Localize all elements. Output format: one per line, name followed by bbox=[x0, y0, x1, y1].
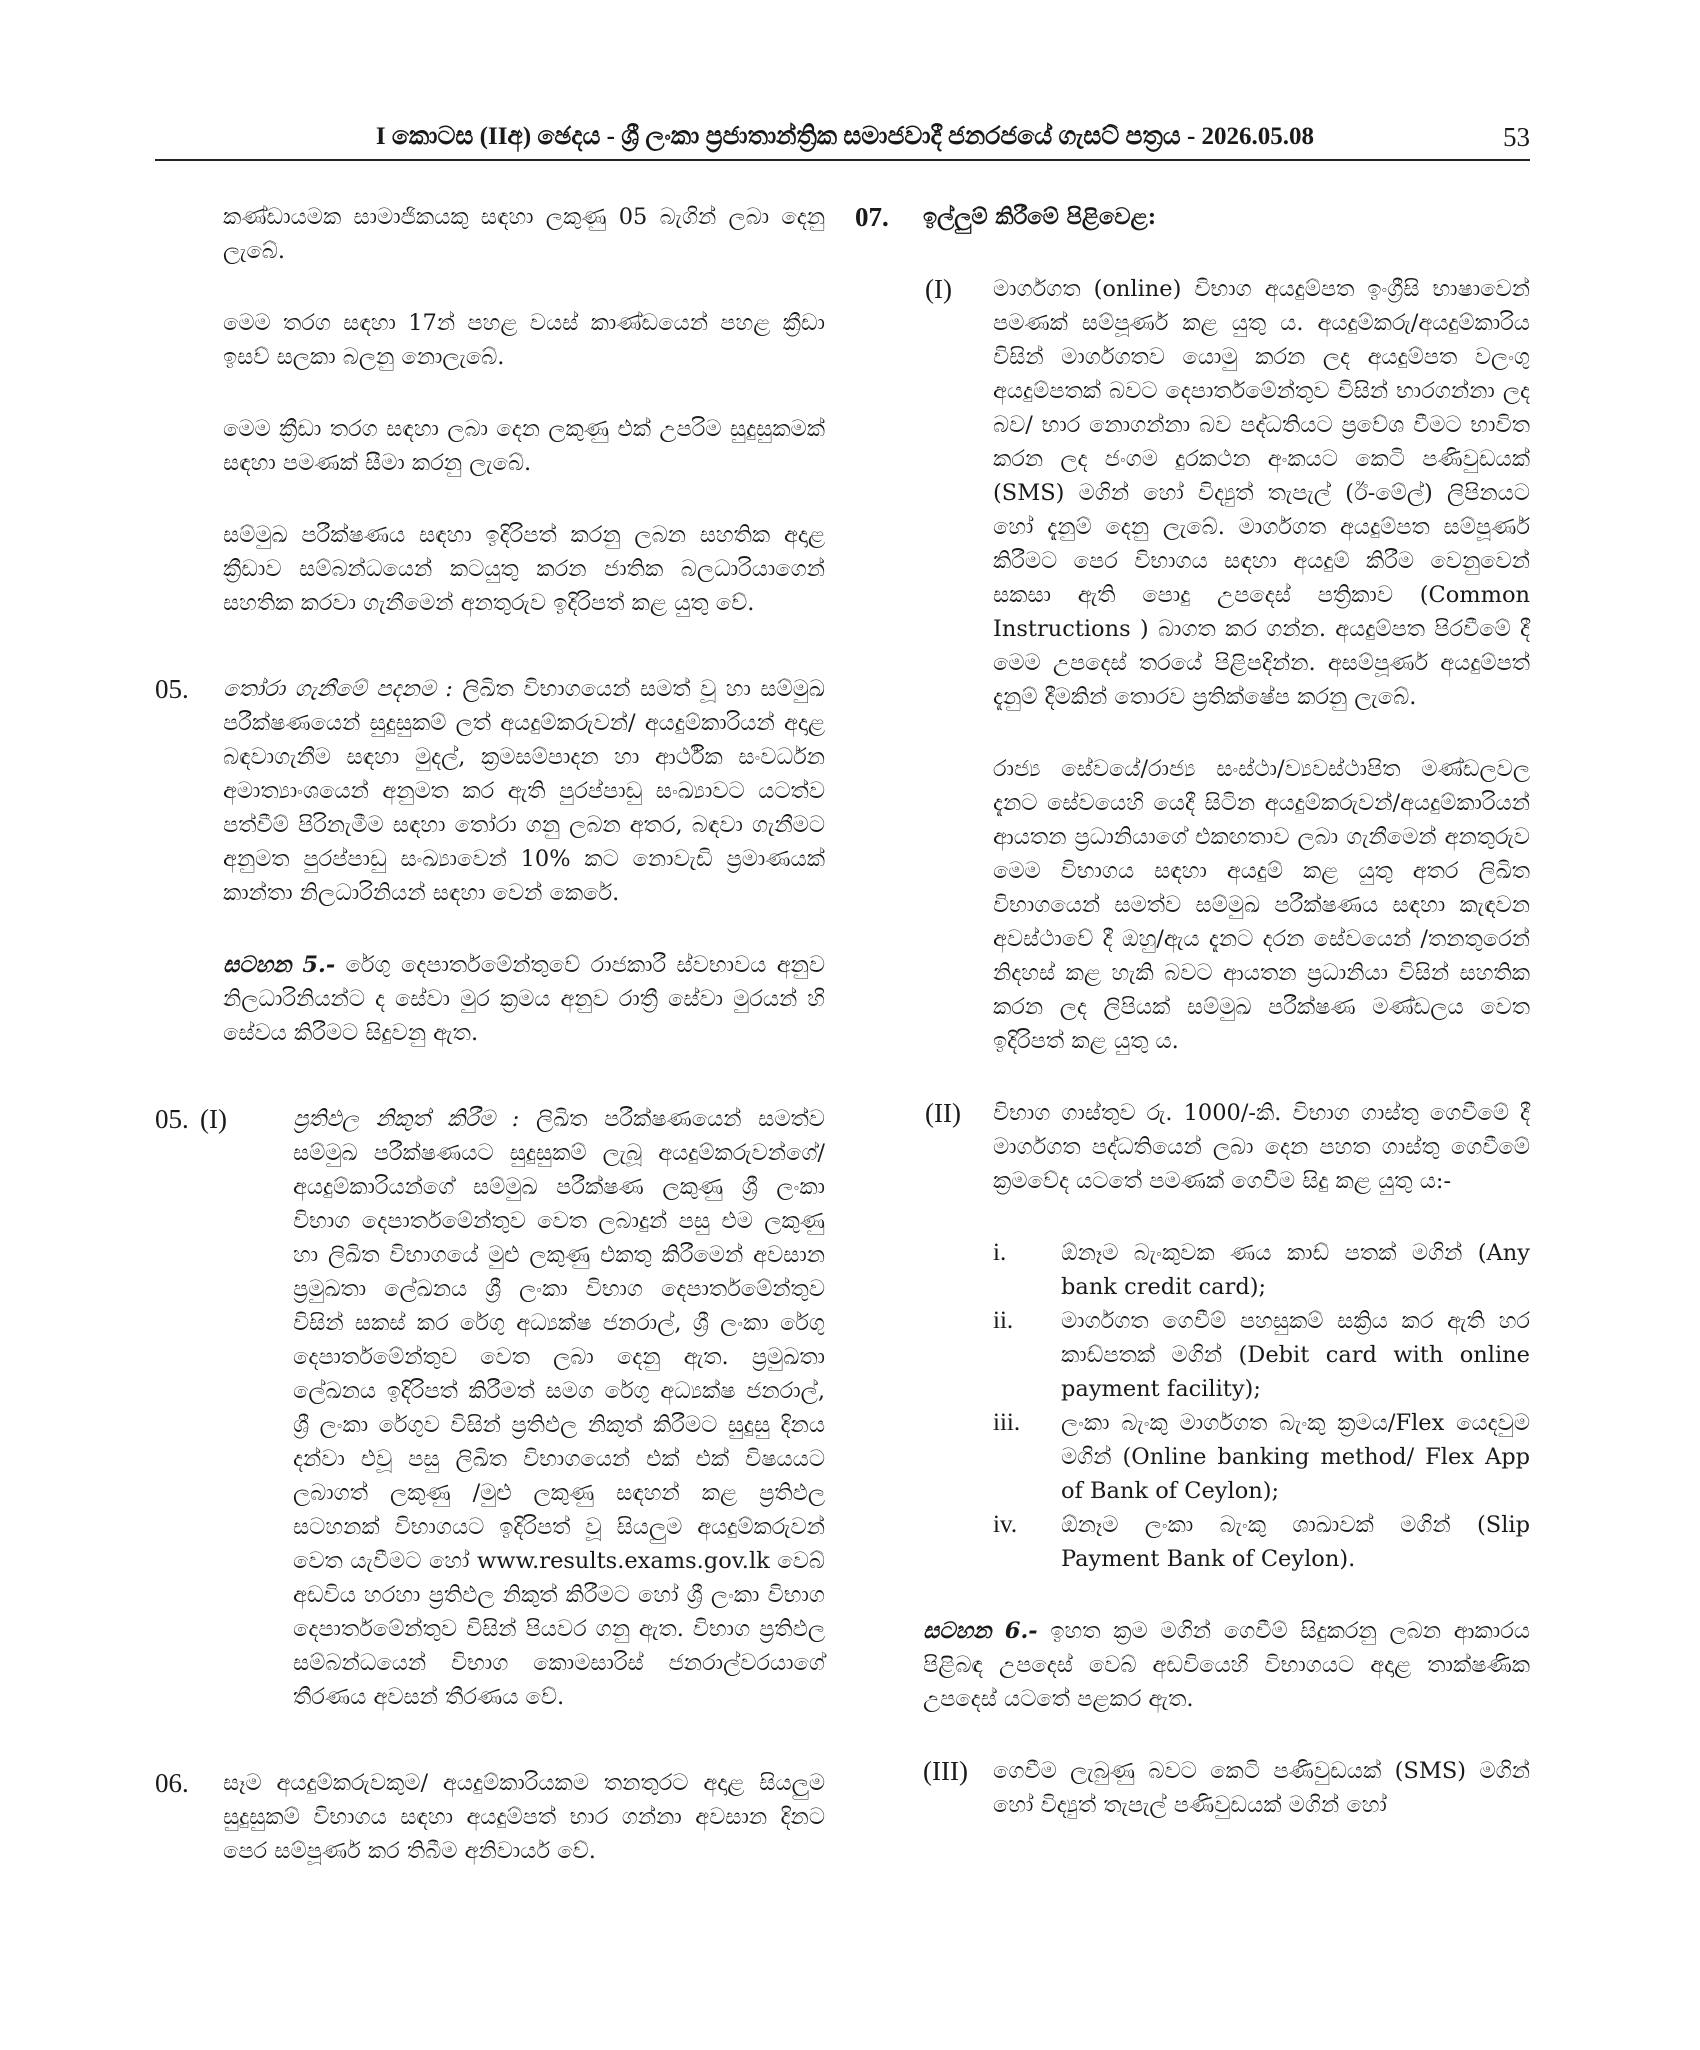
item-ii-exam-fee: (II) විභාග ගාස්තුව රු. 1000/-කි. විභාග ගාස්තු ගෙවීමේ දී මාර්ගගත පද්ධතියෙන් ලබා දෙන පහත ගාස්තු ගෙවීමේ ක්‍රමවේද යටතේ පමණක් ගෙවීම සිදු කළ යුතු ය:- bbox=[925, 1098, 1530, 1194]
paragraph-public-service-applicants: රාජ්‍ය සේවයේ/රාජ්‍ය සංස්ථා/ව්‍යවස්ථාපිත මණ්ඩලවල දැනට සේවයෙහි යෙදී සිටින අයදුම්කරුවන්/අයදුම්කාරියන් ආයතන ප්‍රධානියාගේ එකඟතාව ලබා ගැනීමෙන් අනතුරුව මෙම විභාගය සඳහා අයදුම් කළ යුතු අතර ලිඛිත විභාගයෙන් සමත්ව සම්මුඛ පරීක්ෂණය සඳහා කැඳවන අවස්ථාවේ දී ඔහු/ඇය දැනට දරන සේවයෙන් /තනතුරෙන් නිදහස් කළ හැකි බවට ආයතන ප්‍රධානියා විසින් සහතික කරන ලද ලිපියක් සම්මුඛ පරීක්ෂණ මණ්ඩලය වෙත ඉදිරිපත් කළ යුතු ය. bbox=[993, 756, 1530, 1054]
section-number: 07. bbox=[855, 202, 889, 232]
left-column bbox=[155, 200, 825, 1868]
section-heading: ඉල්ලුම් කිරීමේ පිළිවෙළ: bbox=[923, 204, 1156, 230]
paragraph-age-category: මෙම තරග සඳහා 17න් පහළ වයස් කාණ්ඩයෙන් පහළ ක්‍රීඩා ඉසව් සලකා බලනු නොලැබේ. bbox=[223, 310, 825, 370]
page-header bbox=[155, 120, 1530, 160]
item-iii-payment-confirmation: (III) ගෙවීම ලැබුණු බවට කෙටි පණිවුඩයක් (SMS) මගින් හෝ විද්‍යුත් තැපැල් පණිවුඩයක් මගින් හෝ bbox=[923, 1756, 1530, 1818]
page-number: 53 bbox=[1503, 122, 1530, 152]
note-label: සටහන 6.- bbox=[923, 1618, 1038, 1644]
item-i-online-application: (I) මාර්ගගත (online) විභාග අයදුම්පත ඉංග්‍රීසි භාෂාවෙන් පමණක් සම්පූර්ණ කළ යුතු ය. අයදුම්කරු/අයදුම්කාරිය විසින් මාර්ගගතව යොමු කරන ලද අයදුම්පත වලංගු අයදුම්පතක් බවට දෙපාර්තමේන්තුව විසින් භාරගන්නා ලද බව/ භාර නොගන්නා බව පද්ධතියට ප්‍රවේශ වීමට භාවිත කරන ලද ජංගම දුරකථන අංකයට කෙටි පණිවුඩයක් (SMS) මගින් හෝ විද්‍යුත් තැපැල් (ඊ-මේල්) ලිපිනයට හෝ දැනුම් දෙනු ලැබේ. මාර්ගගත අයදුම්පත සම්පූර්ණ කිරීමට පෙර විභාගය සඳහා අයදුම් කිරීම වෙනුවෙන් සකසා ඇති පොදු උපදෙස් පත්‍රිකාව (Common Instructions ) බාගත කර ගන්න. අයදුම්පත පිරවීමේ දී මෙම උපදෙස් තරයේ පිළිපදින්න. අසම්පූර්ණ අයදුම්පත් දැනුම් දීමකින් තොරව ප්‍රතික්ෂේප කරනු ලැබේ. bbox=[925, 274, 1530, 710]
section-06-qualifications: 06. සෑම අයදුම්කරුවකුම/ අයදුම්කාරියකම තනතුරට අදාළ සියලුම සුදුසුකම් විභාගය සඳහා අයදුම්පත් භාර ගන්නා අවසාන දිනට පෙර සම්පූර්ණ කර තිබීම අනිවාර්ය වේ. bbox=[155, 1768, 825, 1864]
gazette-title: I කොටස (IIඅ) ඡෙදය - ශ්‍රී ලංකා ප්‍රජාතාන්ත්‍රික සමාජවාදී ජනරජයේ ගැසට් පත්‍රය - 2026.05.08 bbox=[375, 123, 1315, 150]
item-number: (I) bbox=[925, 274, 952, 304]
section-07-heading bbox=[855, 200, 1530, 234]
section-05-i-results: 05. (I) ප්‍රතිඵල නිකුත් කිරීම : ලිඛිත පරීක්ෂණයෙන් සමත්ව සම්මුඛ පරීක්ෂණයට සුදුසුකම් ලැබූ අයදුම්කරුවන්ගේ/අයදුම්කාරියන්ගේ සම්මුඛ පරීක්ෂණ ලකුණු ශ්‍රී ලංකා විභාග දෙපාර්තමේන්තුව වෙත ලබාදුන් පසු එම ලකුණු හා ලිඛිත විභාගයේ මුළු ලකුණු එකතු කිරීමෙන් අවසාන ප්‍රමුඛතා ලේඛනය ශ්‍රී ලංකා විභාග දෙපාර්තමේන්තුව විසින් සකස් කර රේගු අධ්‍යක්ෂ ජනරාල්, ශ්‍රී ලංකා රේගු දෙපාර්තමේන්තුව වෙත ලබා දෙනු ඇත. ප්‍රමුඛතා ලේඛනය ඉදිරිපත් කිරීමත් සමග රේගු අධ්‍යක්ෂ ජනරාල්, ශ්‍රී ලංකා රේගුව විසින් ප්‍රතිඵල නිකුත් කිරීමට සුදුසු දිනය දන්වා එවූ පසු ලිඛිත විභාගයෙන් එක් එක් විෂයයට ලබාගත් ලකුණු /මුළු ලකුණු සඳහන් කළ ප්‍රතිඵල සටහනක් විභාගයට ඉදිරිපත් වූ සියලුම අයදුම්කරුවන් වෙත යැවීමට හෝ www.results.exams.gov.lk වෙබ් අඩවිය හරහා ප්‍රතිඵල නිකුත් කිරීමට හෝ ශ්‍රී ලංකා විභාග දෙපාර්තමේන්තුව විසින් පියවර ගනු ඇත. විභාග ප්‍රතිඵල සම්බන්ධයෙන් විභාග කොමසාරිස් ජනරාල්වරයාගේ තීරණය අවසන් තීරණය වේ. bbox=[155, 1104, 825, 1710]
section-heading: තෝරා ගැනීමේ පදනම : bbox=[223, 676, 453, 702]
section-05-selection: 05. තෝරා ගැනීමේ පදනම : ලිඛිත විභාගයෙන් සමත් වූ හා සම්මුඛ පරීක්ෂණයෙන් සුදුසුකම් ලත් අයදුම්කරුවන්/ අයදුම්කාරියන් අදාළ බඳවාගැනීම සඳහා මුදල්, ක්‍රමසම්පාදන හා ආර්ථික සංවර්ධන අමාත්‍යාංශයෙන් අනුමත කර ඇති පුරප්පාඩු සංඛ්‍යාවට යටත්ව පත්වීම් පිරිනැමීම සඳහා තෝරා ගනු ලබන අතර, බඳවා ගැනීමට අනුමත පුරප්පාඩු සංඛ්‍යාවෙන් 10% කට නොවැඩි ප්‍රමාණයක් කාන්තා නිලධාරිනියන් සඳහා වෙන් කෙරේ. bbox=[155, 674, 825, 906]
section-heading: ප්‍රතිඵල නිකුත් කිරීම : bbox=[293, 1106, 520, 1132]
note-6: සටහන 6.- ඉහත ක්‍රම මගින් ගෙවීම් සිදුකරනු ලබන ආකාරය පිළිබඳ උපදෙස් වෙබ් අඩවියෙහි විභාගයට අදාළ තාක්ෂණික උපදෙස් යටතේ පළකර ඇත. bbox=[923, 1618, 1530, 1712]
section-number: 05. bbox=[155, 674, 189, 704]
paragraph-team-marks: කණ්ඩායමක සාමාජිකයකු සඳහා ලකුණු 05 බැගින් ලබා දෙනු ලැබේ. bbox=[223, 204, 825, 264]
note-label: සටහන 5.- bbox=[223, 952, 336, 978]
item-number: (II) bbox=[925, 1098, 961, 1128]
payment-methods-list bbox=[855, 1236, 1530, 1576]
section-number: 06. bbox=[155, 1768, 189, 1798]
header-rule bbox=[155, 159, 1530, 161]
section-number: 05. bbox=[155, 1104, 189, 1134]
right-column bbox=[855, 200, 1530, 1822]
paragraph-max-qualification: මෙම ක්‍රීඩා තරග සඳහා ලබා දෙන ලකුණු එක් උපරිම සුදුසුකමක් සඳහා පමණක් සීමා කරනු ලැබේ. bbox=[223, 416, 825, 476]
item-number: (III) bbox=[923, 1756, 968, 1786]
subsection-number: (I) bbox=[200, 1104, 227, 1134]
list-item: iv. ඕනෑම ලංකා බැංකු ශාඛාවක් මගින් (Slip Payment Bank of Ceylon). bbox=[993, 1511, 1530, 1572]
list-item: iii. ලංකා බැංකු මාර්ගගත බැංකු ක්‍රමය/Flex යෙදවුම මගින් (Online banking method/ Flex App of Bank of Ceylon); bbox=[993, 1409, 1530, 1504]
paragraph-certificates: සම්මුඛ පරීක්ෂණය සඳහා ඉදිරිපත් කරනු ලබන සහතික අදාළ ක්‍රීඩාව සම්බන්ධයෙන් කටයුතු කරන ජාතික බලධාරියාගෙන් සහතික කරවා ගැනීමෙන් අනතුරුව ඉදිරිපත් කළ යුතු වේ. bbox=[223, 522, 825, 616]
note-5: සටහන 5.- රේගු දෙපාර්තමේන්තුවේ රාජකාරී ස්වභාවය අනුව නිලධාරිනියන්ට ද සේවා මුර ක්‍රමය අනුව රාත්‍රී සේවා මුරයන් හි සේවය කිරීමට සිදුවනු ඇත. bbox=[223, 952, 825, 1046]
list-item: i. ඕනෑම බැංකුවක ණය කාඩ් පතක් මගින් (Any bank credit card); bbox=[993, 1239, 1530, 1300]
list-item: ii. මාර්ගගත ගෙවීම් පහසුකම් සක්‍රිය කර ඇති හර කාඩ්පතක් මගින් (Debit card with online payment facility); bbox=[993, 1307, 1530, 1402]
